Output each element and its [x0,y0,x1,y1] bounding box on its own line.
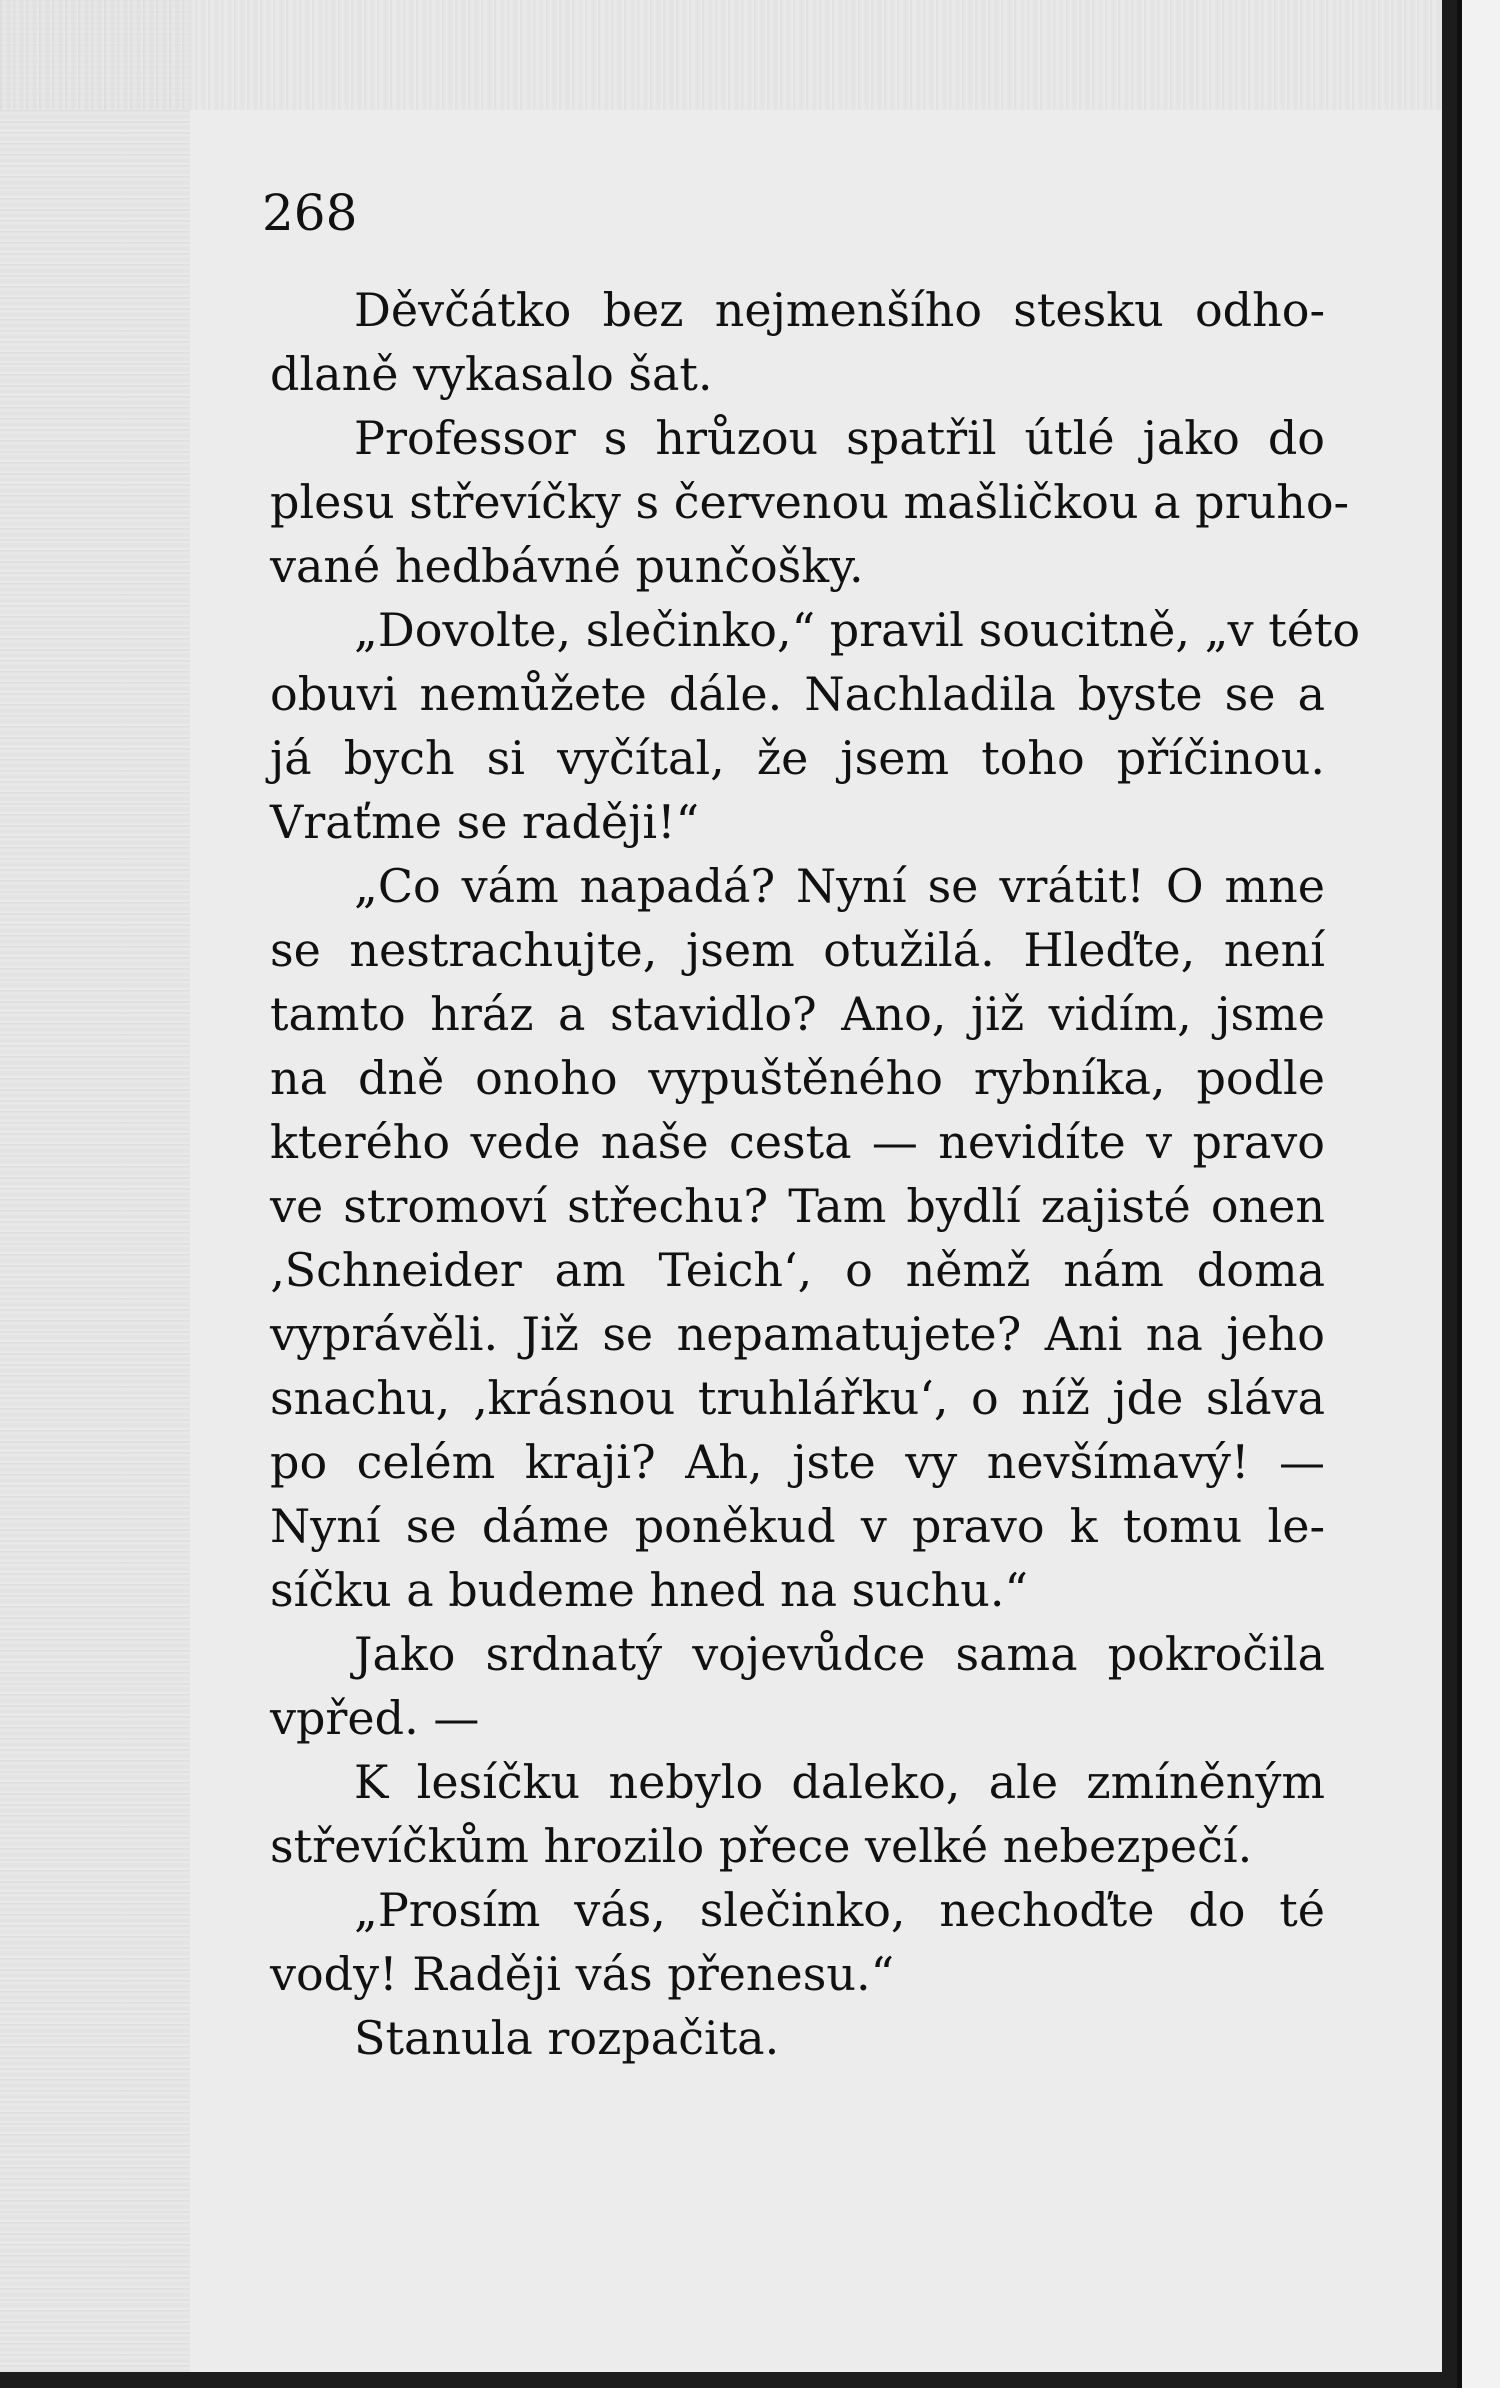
text-line: ve stromoví střechu? Tam bydlí zajisté onen [270,1179,1325,1233]
text-line: „Co vám napadá? Nyní se vrátit! O mne [354,859,1325,913]
text-line: vané hedbávné punčošky. [270,539,864,593]
text-line: vyprávěli. Již se nepamatujete? Ani na jeho [270,1307,1325,1361]
text-line: vody! Raději vás přenesu.“ [270,1947,895,2001]
text-line: K lesíčku nebylo daleko, ale zmíněným [354,1755,1325,1809]
text-line: Děvčátko bez nejmenšího stesku odho- [354,283,1325,337]
text-line: střevíčkům hrozilo přece velké nebezpečí. [270,1819,1253,1873]
text-line: „Prosím vás, slečinko, nechoďte do té [354,1883,1325,1937]
text-line: se nestrachujte, jsem otužilá. Hleďte, není [270,923,1325,977]
text-line: já bych si vyčítal, že jsem toho příčinou. [270,731,1325,785]
adjacent-page-edge [1462,0,1500,2388]
text-line: Professor s hrůzou spatřil útlé jako do [354,411,1325,465]
text-line: snachu, ‚krásnou truhlářku‘, o níž jde sláva [270,1371,1325,1425]
text-line: plesu střevíčky s červenou mašličkou a pruho- [270,475,1350,529]
text-line: kterého vede naše cesta — nevidíte v pravo [270,1115,1325,1169]
scan-noise-left [0,0,190,2372]
text-line: Stanula rozpačita. [354,2011,780,2065]
scan-noise-top [0,0,1442,110]
text-line: po celém kraji? Ah, jste vy nevšímavý! — [270,1435,1325,1489]
page-number: 268 [262,184,358,242]
body-text [270,278,1361,2070]
text-line: Vraťme se raději!“ [270,795,700,849]
text-line: tamto hráz a stavidlo? Ano, již vidím, jsme [270,987,1325,1041]
text-line: „Dovolte, slečinko,“ pravil soucitně, „v této [354,603,1361,657]
text-line: Jako srdnatý vojevůdce sama pokročila [354,1627,1325,1681]
text-line: Nyní se dáme poněkud v pravo k tomu le- [270,1499,1325,1553]
text-line: ‚Schneider am Teich‘, o němž nám doma [270,1243,1325,1297]
text-line: dlaně vykasalo šat. [270,347,713,401]
text-line: vpřed. — [270,1691,480,1745]
text-line: obuvi nemůžete dále. Nachladila byste se a [270,667,1325,721]
text-line: síčku a budeme hned na suchu.“ [270,1563,1029,1617]
text-line: na dně onoho vypuštěného rybníka, podle [270,1051,1325,1105]
